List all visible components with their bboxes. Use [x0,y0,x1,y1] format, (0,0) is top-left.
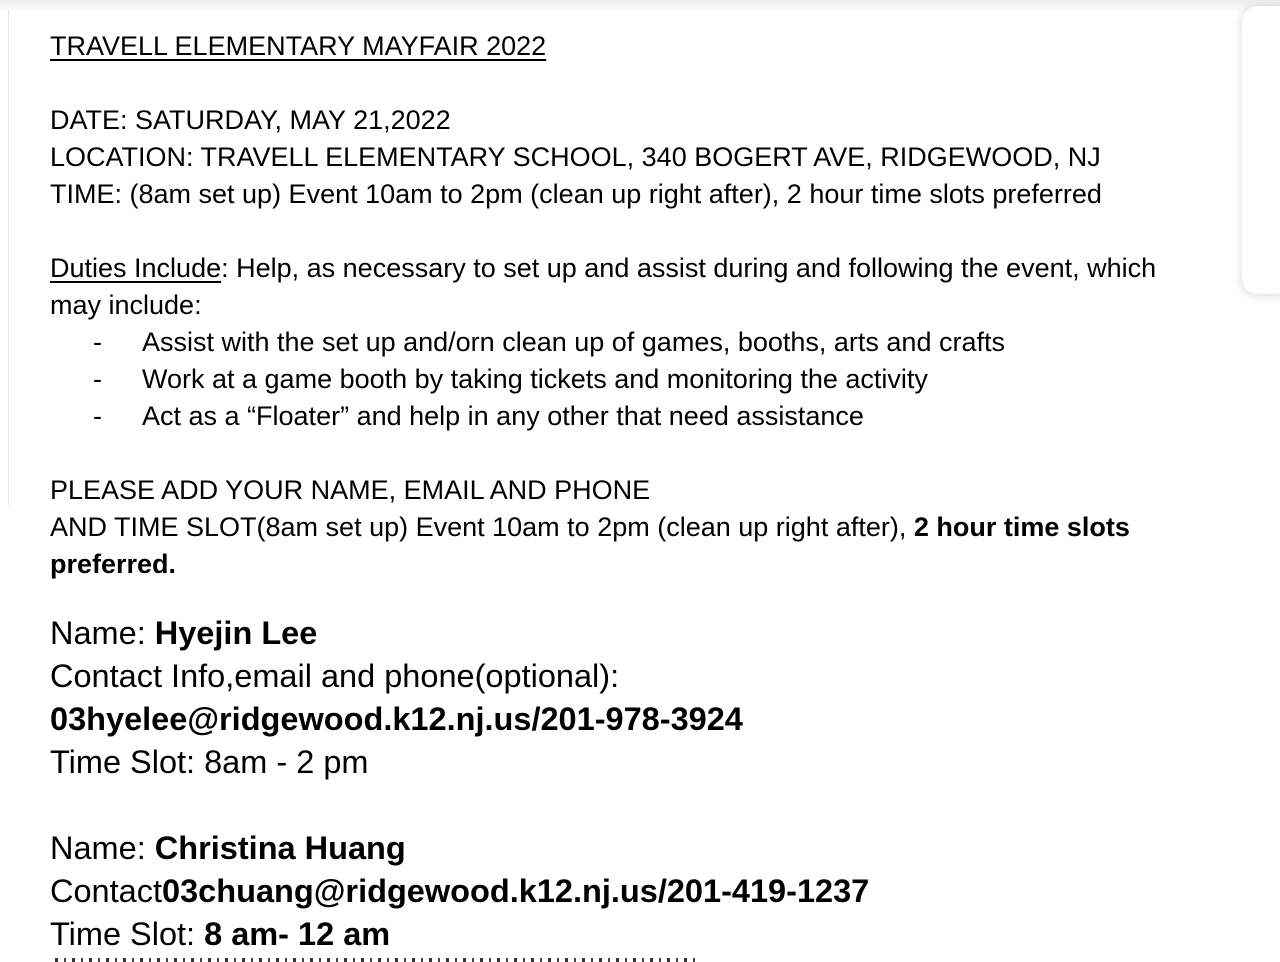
signup-instructions-line-1: PLEASE ADD YOUR NAME, EMAIL AND PHONE [50,475,651,505]
document-body [50,28,1230,956]
volunteer-name-label: Name: [50,830,155,866]
bullet-dash: - [93,364,102,394]
volunteer-contact-label: Contact [50,873,163,909]
volunteer-time-value: 8 am- 12 am [204,916,391,952]
volunteer-entry [50,612,1230,784]
blank-line [50,784,1230,827]
duties-heading-rest: : Help, as necessary to set up and assist during and following the event, which [221,253,1157,283]
page-top-shadow [0,0,1280,13]
volunteer-contact-value: 03chuang@ridgewood.k12.nj.us/201-419-1237 [162,873,870,909]
volunteer-name: Christina Huang [154,830,406,866]
volunteer-contact-value: 03hyelee@ridgewood.k12.nj.us/201-978-3924 [50,701,743,737]
event-date-line: DATE: SATURDAY, MAY 21,2022 [50,105,451,135]
section-gap [50,583,1230,612]
volunteer-time-label: Time Slot: [50,916,205,952]
volunteer-name-line [50,612,1230,655]
duties-line-2: may include: [50,290,202,320]
page-left-edge [8,10,9,506]
volunteer-entry [50,827,1230,956]
duties-heading-label: Duties Include [50,253,222,283]
signup-instructions-line-2-regular: AND TIME SLOT(8am set up) Event 10am to 2pm (clean up right after), [50,512,914,542]
volunteer-contact-label-line: Contact Info,email and phone(optional): [50,658,620,694]
volunteer-name: Hyejin Lee [154,615,318,651]
volunteer-contact-line [50,870,1230,913]
volunteer-name-line [50,827,1230,870]
page-title: TRAVELL ELEMENTARY MAYFAIR 2022 [50,31,547,61]
clipped-next-line [55,958,700,962]
duties-heading-line [50,250,1230,287]
bullet-item [50,361,1230,398]
scrollbar-thumb[interactable] [1242,6,1280,294]
volunteer-time-slot-line [50,741,1230,784]
volunteer-contact-value-line [50,698,1230,741]
bullet-dash: - [93,327,102,357]
bullet-text: Work at a game booth by taking tickets and monitoring the activity [142,364,928,394]
bullet-item [50,398,1230,435]
volunteer-time-label: Time Slot: [50,744,205,780]
volunteer-name-label: Name: [50,615,155,651]
event-time-line: TIME: (8am set up) Event 10am to 2pm (clean up right after), 2 hour time slots preferred [50,179,1102,209]
bullet-item [50,324,1230,361]
volunteer-time-value: 8am - 2 pm [204,744,369,780]
bullet-text: Act as a “Floater” and help in any other that need assistance [142,401,864,431]
signup-instructions-line-2-bold: 2 hour time slots [913,512,1130,542]
signup-instructions-line-3: preferred. [50,549,177,579]
blank-line [50,213,1230,250]
bullet-text: Assist with the set up and/orn clean up of games, booths, arts and crafts [142,327,1005,357]
blank-line [50,435,1230,472]
bullet-list [50,324,1230,435]
volunteer-time-slot-line [50,913,1230,956]
blank-line [50,65,1230,102]
bullet-dash: - [93,401,102,431]
event-location-line: LOCATION: TRAVELL ELEMENTARY SCHOOL, 340 BOGERT AVE, RIDGEWOOD, NJ [50,142,1101,172]
signup-instructions-line-2 [50,509,1230,546]
